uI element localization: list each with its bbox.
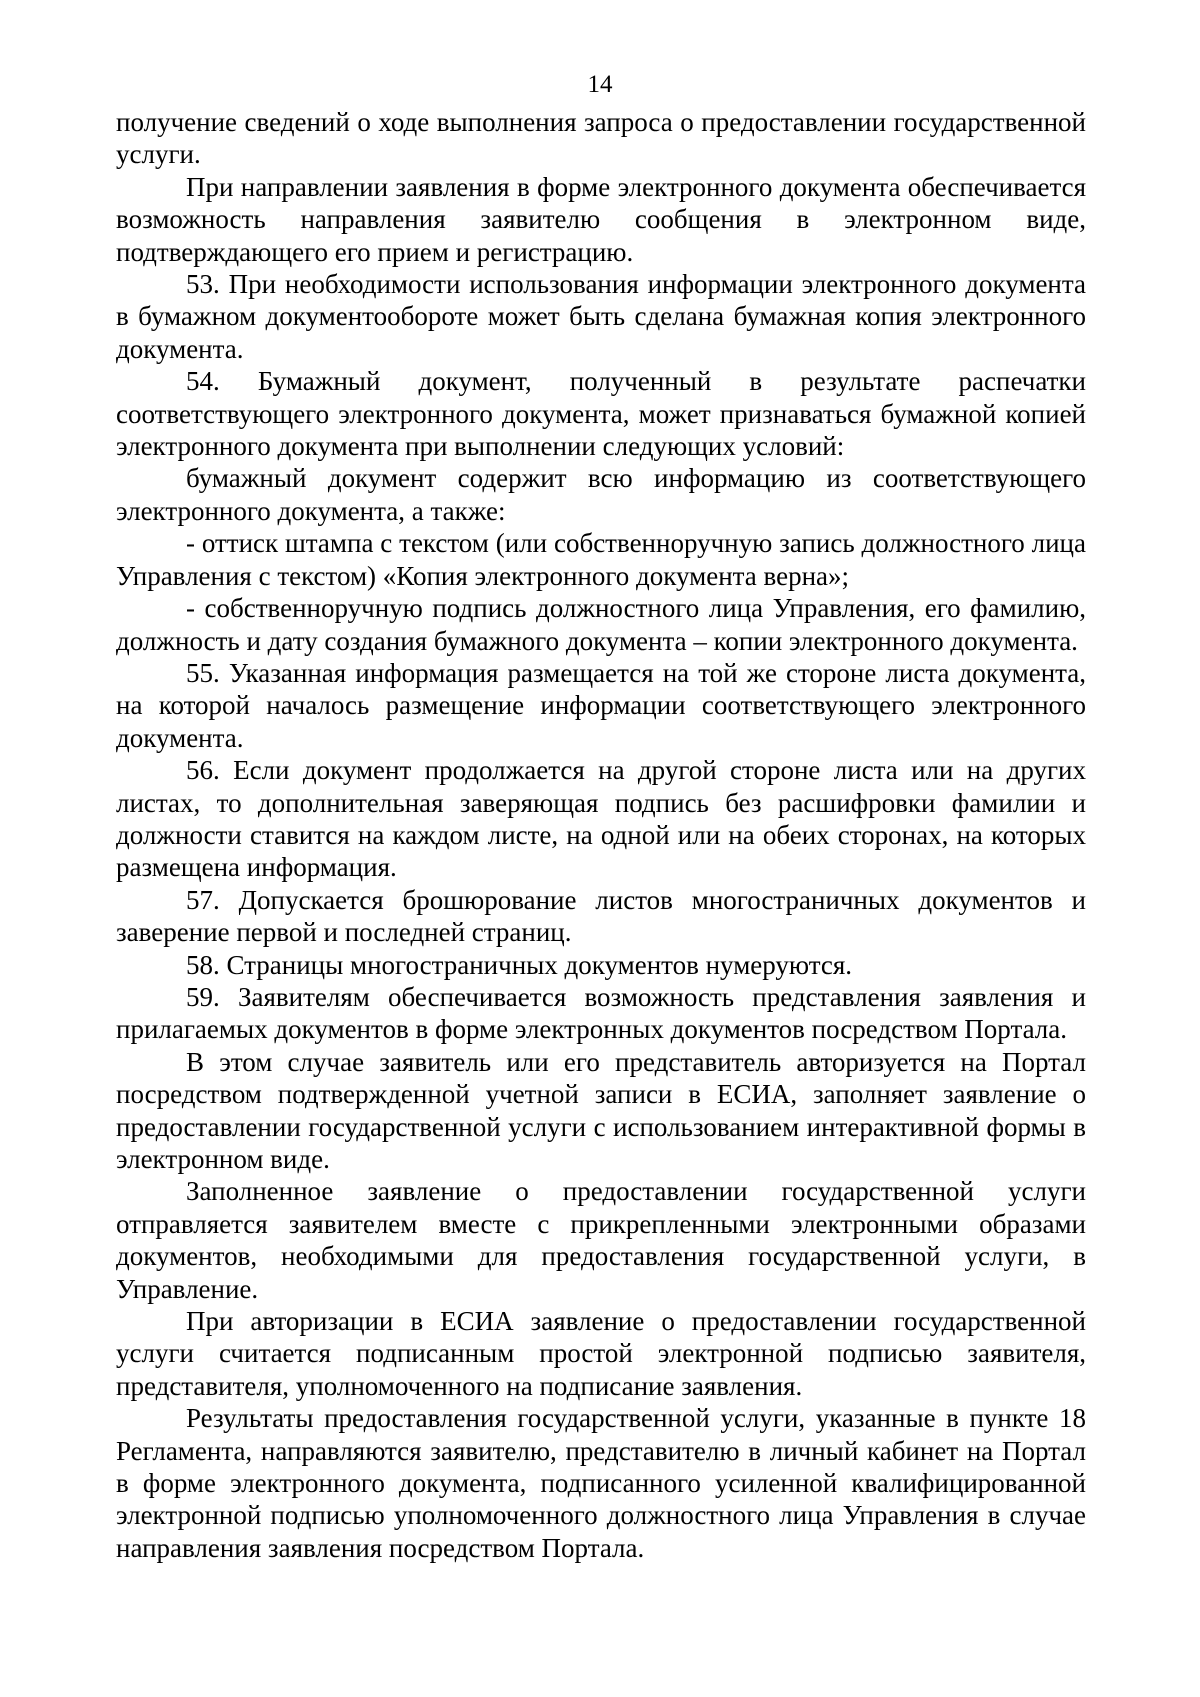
paragraph-item-59: 59. Заявителям обеспечивается возможность представления заявления и прилагаемых документов в форме электронных документов посредством Портала.	[116, 981, 1086, 1045]
paragraph-esia-signature: При авторизации в ЕСИА заявление о предоставлении государственной услуги считается подписанным простой электронной подписью заявителя, представителя, уполномоченного на подписание заявления.	[116, 1306, 1086, 1401]
paragraph-item-57: 57. Допускается брошюрование листов многостраничных документов и заверение первой и последней страниц.	[116, 884, 1086, 948]
page-number: 14	[587, 71, 613, 98]
paragraph-item-55: 55. Указанная информация размещается на той же стороне листа документа, на которой началось размещение информации соответствующего электронного документа.	[116, 657, 1086, 753]
paragraph-continuation: получение сведений о ходе выполнения запроса о предоставлении государственной услуги.	[116, 107, 1086, 170]
document-body	[116, 106, 1086, 1564]
paragraph-confirmation-message: При направлении заявления в форме электронного документа обеспечивается возможность направления заявителю сообщения в электронном виде, подтверждающего его прием и регистрацию.	[116, 171, 1086, 267]
paragraph-item-58: 58. Страницы многостраничных документов нумеруются.	[186, 949, 853, 980]
paragraph-service-results: Результаты предоставления государственной услуги, указанные в пункте 18 Регламента, направляются заявителю, представителю в личный кабинет на Портал в форме электронного документа, подписанного усиленной квалифицированной электронной подписью уполномоченного должностного лица Управления в случае направления заявления посредством Портала.	[116, 1403, 1086, 1563]
paragraph-submitted-application: Заполненное заявление о предоставлении государственной услуги отправляется заявителем вместе с прикрепленными электронными образами документов, необходимыми для предоставления государственной услуги, в Управление.	[116, 1176, 1086, 1304]
paragraph-item-54: 54. Бумажный документ, полученный в результате распечатки соответствующего электронного документа, может признаваться бумажной копией электронного документа при выполнении следующих условий:	[116, 366, 1086, 462]
paragraph-item-54-signature: - собственноручную подпись должностного лица Управления, его фамилию, должность и дату создания бумажного документа – копии электронного документа.	[116, 593, 1086, 656]
paragraph-item-54-condition: бумажный документ содержит всю информацию из соответствующего электронного документа, а также:	[116, 463, 1086, 526]
paragraph-item-53: 53. При необходимости использования информации электронного документа в бумажном документообороте может быть сделана бумажная копия электронного документа.	[116, 269, 1086, 364]
paragraph-item-56: 56. Если документ продолжается на другой стороне листа или на других листах, то дополнительная заверяющая подпись без расшифровки фамилии и должности ставится на каждом листе, на одной или на обеих сторонах, на которых размещена информация.	[116, 755, 1086, 883]
paragraph-item-54-stamp: - оттиск штампа с текстом (или собственноручную запись должностного лица Управления с текстом) «Копия электронного документа верна»;	[116, 528, 1086, 591]
paragraph-portal-authorization: В этом случае заявитель или его представитель авторизуется на Портал посредством подтвержденной учетной записи в ЕСИА, заполняет заявление о предоставлении государственной услуги с использованием интерактивной формы в электронном виде.	[116, 1046, 1086, 1174]
